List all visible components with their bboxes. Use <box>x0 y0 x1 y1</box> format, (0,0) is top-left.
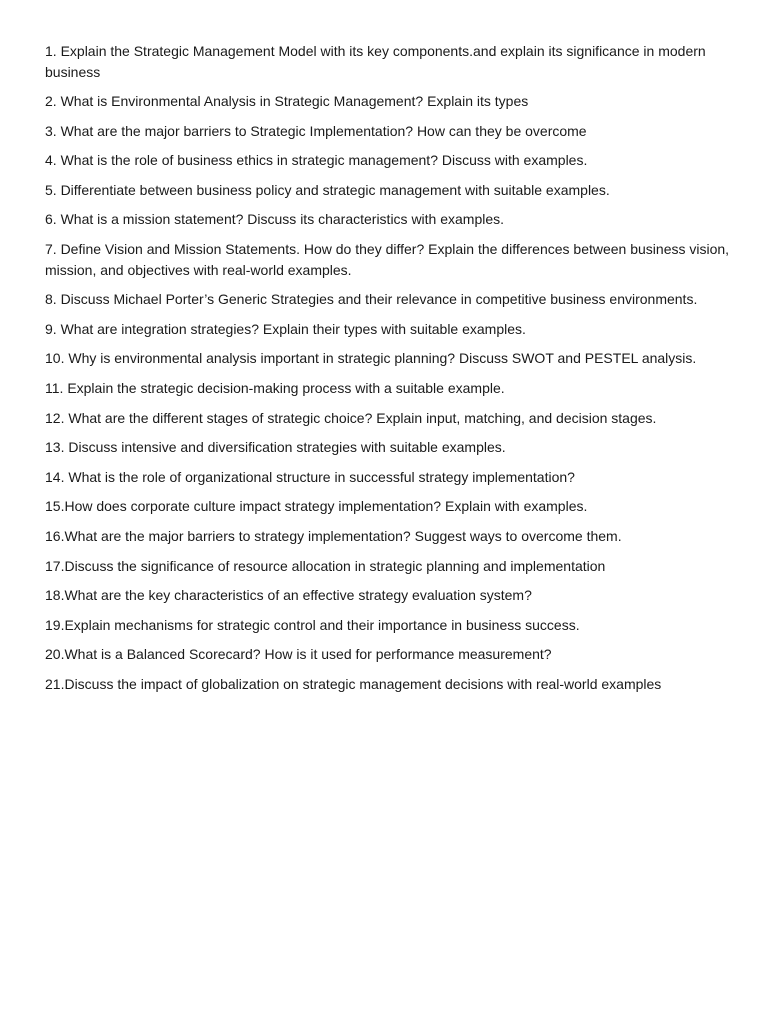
question-21: 21.Discuss the impact of globalization on strategic management decisions with real-world examples <box>45 675 662 692</box>
question-4: 4. What is the role of business ethics in strategic management? Discuss with examples. <box>45 152 588 169</box>
question-list <box>45 41 730 703</box>
question-9: 9. What are integration strategies? Explain their types with suitable examples. <box>45 320 526 337</box>
question-10: 10. Why is environmental analysis important in strategic planning? Discuss SWOT and PESTEL analysis. <box>45 350 697 367</box>
question-15: 15.How does corporate culture impact strategy implementation? Explain with examples. <box>45 498 588 515</box>
question-16: 16.What are the major barriers to strategy implementation? Suggest ways to overcome them. <box>45 527 622 544</box>
question-14: 14. What is the role of organizational structure in successful strategy implementation? <box>45 468 575 485</box>
question-13: 13. Discuss intensive and diversification strategies with suitable examples. <box>45 439 506 456</box>
question-11: 11. Explain the strategic decision-making process with a suitable example. <box>45 379 505 396</box>
question-3: 3. What are the major barriers to Strategic Implementation? How can they be overcome <box>45 122 587 139</box>
question-2: 2. What is Environmental Analysis in Strategic Management? Explain its types <box>45 93 529 110</box>
question-12: 12. What are the different stages of strategic choice? Explain input, matching, and decision stages. <box>45 409 657 426</box>
question-17: 17.Discuss the significance of resource allocation in strategic planning and implementation <box>45 557 606 574</box>
question-6: 6. What is a mission statement? Discuss its characteristics with examples. <box>45 211 505 228</box>
question-19: 19.Explain mechanisms for strategic control and their importance in business success. <box>45 616 580 633</box>
question-8: 8. Discuss Michael Porter’s Generic Strategies and their relevance in competitive business environments. <box>45 291 698 308</box>
question-1: 1. Explain the Strategic Management Model with its key components.and explain its significance in modern business <box>45 43 706 80</box>
question-7: 7. Define Vision and Mission Statements. How do they differ? Explain the differences between business vision, mission, and objectives with real-world examples. <box>45 241 730 278</box>
question-18: 18.What are the key characteristics of an effective strategy evaluation system? <box>45 587 532 604</box>
question-20: 20.What is a Balanced Scorecard? How is it used for performance measurement? <box>45 646 552 663</box>
question-5: 5. Differentiate between business policy and strategic management with suitable examples. <box>45 181 610 198</box>
